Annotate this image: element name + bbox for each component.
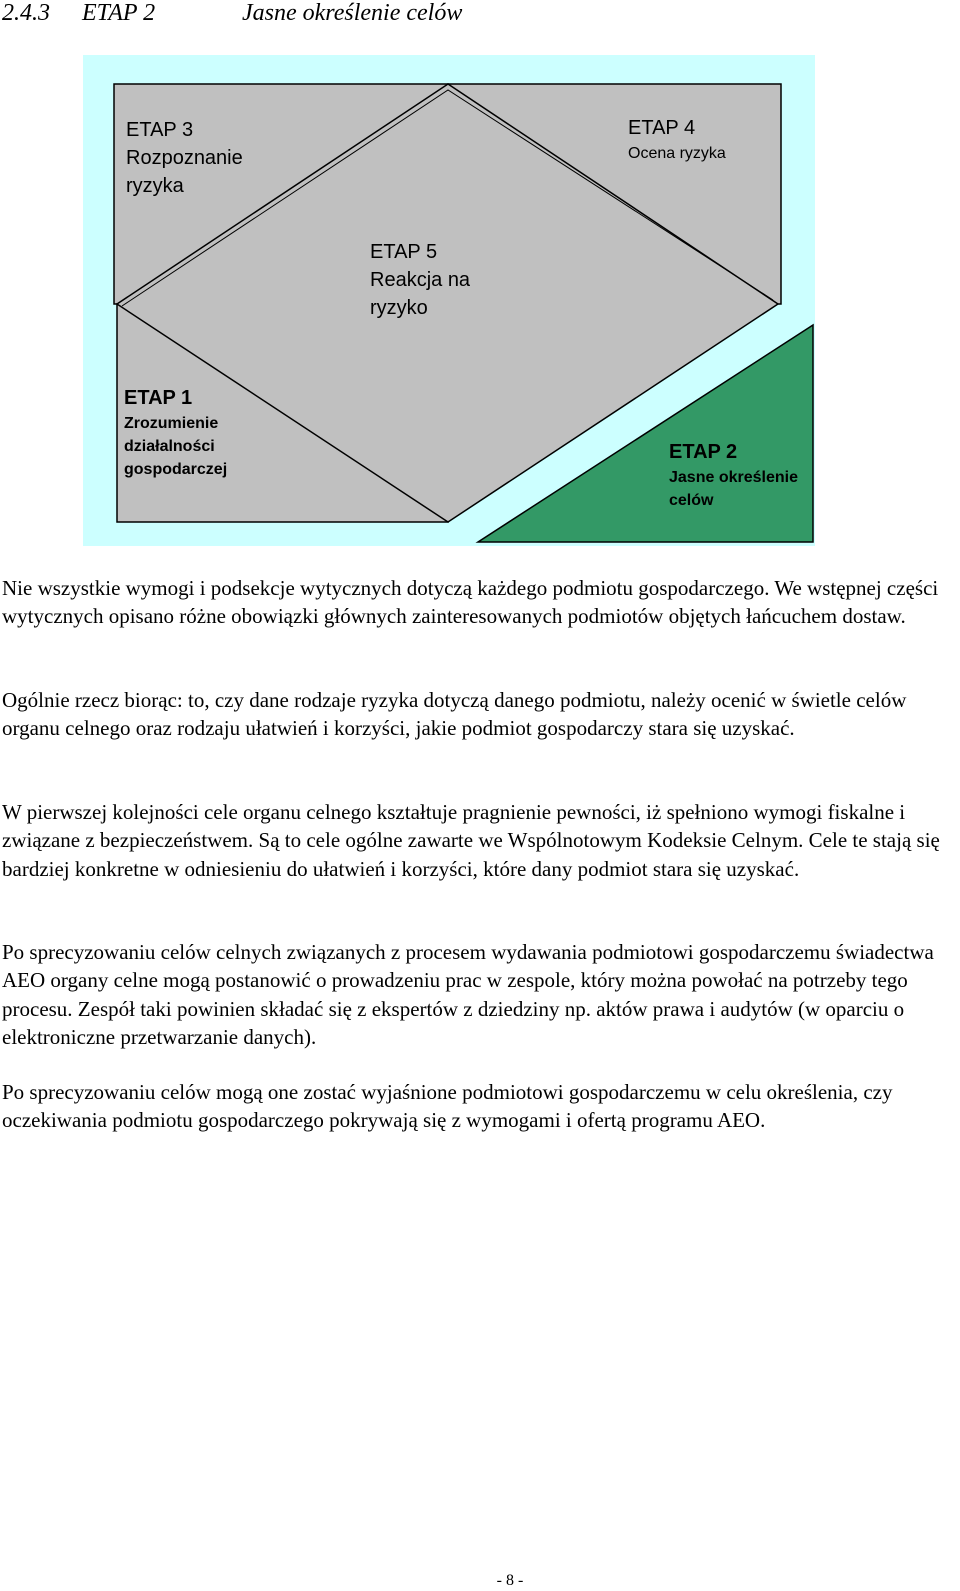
etap4-title: ETAP 4 — [628, 117, 696, 139]
etap5-line2: ryzyko — [370, 297, 428, 319]
paragraph-text: Po sprecyzowaniu celów mogą one zostać wyjaśnione podmiotowi gospodarczemu w celu określenia, czy oczekiwania podmiotu gospodarczego pokrywają się z wymogami i ofertą programu AEO. — [2, 1080, 893, 1133]
section-title: Jasne określenie celów — [242, 0, 463, 26]
etap1-label — [124, 384, 227, 481]
section-number: 2.4.3 — [2, 0, 50, 26]
etap5-line1: Reakcja na — [370, 269, 471, 291]
paragraph-2 — [2, 686, 952, 743]
etap1-line2: działalności — [124, 438, 215, 455]
paragraph-text: Ogólnie rzecz biorąc: to, czy dane rodzaje ryzyka dotyczą danego podmiotu, należy ocenić w świetle celów organu celnego oraz rodzaju ułatwień i korzyści, jakie podmiot gospodarczy stara się uzyskać. — [2, 688, 907, 741]
page-number: - 8 - — [496, 1572, 524, 1589]
etap3-label — [126, 116, 243, 200]
paragraph-text: Nie wszystkie wymogi i podsekcje wytycznych dotyczą każdego podmiotu gospodarczego. We wstępnej części wytycznych opisano różne obowiązki głównych zainteresowanych podmiotów objętych łańcuchem dostaw. — [2, 576, 939, 629]
etap1-line1: Zrozumienie — [124, 415, 219, 432]
etap1-line3: gospodarczej — [124, 461, 228, 478]
paragraph-text: Po sprecyzowaniu celów celnych związanych z procesem wydawania podmiotowi gospodarczemu świadectwa AEO organy celne mogą postanowić o prowadzeniu prac w zespole, który można powołać na potrzeby tego procesu. Zespół taki powinien składać się z ekspertów z dziedziny np. aktów prawa i audytów (w oparciu o elektroniczne przetwarzanie danych). — [2, 940, 934, 1049]
etap4-subtitle: Ocena ryzyka — [628, 145, 726, 162]
etap3-title: ETAP 3 — [126, 119, 194, 141]
etap3-line2: ryzyka — [126, 175, 184, 197]
etap4-label — [628, 114, 726, 165]
etap2-line2: celów — [669, 492, 714, 509]
etap5-label — [370, 238, 470, 322]
paragraph-5 — [2, 1078, 952, 1135]
paragraph-3 — [2, 798, 952, 883]
etap1-title: ETAP 1 — [124, 387, 193, 409]
paragraph-text: W pierwszej kolejności cele organu celnego kształtuje pragnienie pewności, iż spełniono wymogi fiskalne i związane z bezpieczeństwem. Są to cele ogólne zawarte we Wspólnotowym Kodeksie Celnym. Cele te stają się bardziej konkretne w odniesieniu do ułatwień i korzyści, które dany podmiot stara się uzyskać. — [2, 800, 940, 881]
etap2-title: ETAP 2 — [669, 441, 738, 463]
section-etap: ETAP 2 — [82, 0, 156, 26]
etap2-label — [669, 438, 798, 512]
paragraph-4 — [2, 938, 952, 1051]
etap3-line1: Rozpoznanie — [126, 147, 243, 169]
paragraph-1 — [2, 574, 952, 631]
etap2-line1: Jasne określenie — [669, 469, 798, 486]
etap5-title: ETAP 5 — [370, 241, 438, 263]
